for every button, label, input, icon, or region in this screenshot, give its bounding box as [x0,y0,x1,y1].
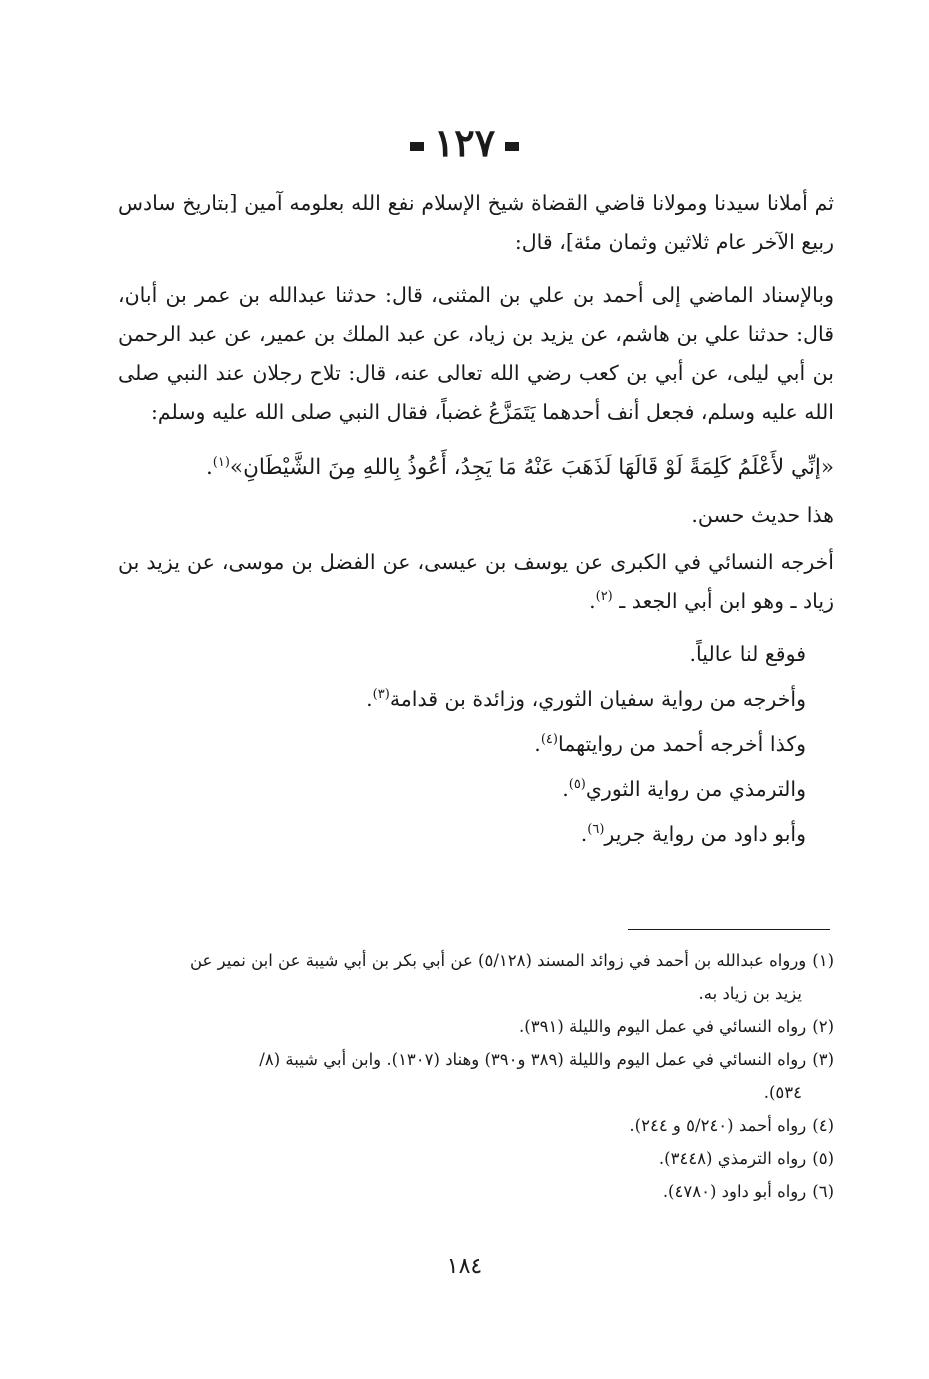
footnote-text: رواه النسائي في عمل اليوم والليلة (٣٨٩ و٣٩٠) وهناد (١٣٠٧). وابن أبي شيبة (٨/ [259,1050,807,1069]
paragraph-abudawud [118,815,834,854]
paragraph-isnad: وبالإسناد الماضي إلى أحمد بن علي بن المثنى، قال: حدثنا عبدالله بن عمر بن أبان، قال: حدثنا علي بن هاشم، عن يزيد بن زياد، عن عبد الملك بن عمير، عن عبد الرحمن بن أبي ليلى، عن أبي بن كعب رضي الله تعالى عنه، قال: تلاح رجلان عند النبي صلى الله عليه وسلم، فجعل أنف أحدهما يَتَمَزَّعُ غضباً، فقال النبي صلى الله عليه وسلم: [118,283,834,424]
paragraph-tirmidhi-text: والترمذي من رواية الثوري [585,777,806,801]
paragraph-sufyan-end: . [366,687,373,711]
paragraph-ali: فوقع لنا عالياً. [689,642,806,666]
paragraph-ahmad-text: وكذا أخرجه أحمد من روايتهما [557,732,806,756]
footnote-continuation: ٥٣٤). [763,1083,802,1102]
hadith-quote: «إنِّي لأَعْلَمُ كَلِمَةً لَوْ قَالَهَا لَذَهَبَ عَنْهُ مَا يَجِدُ، أَعُوذُ بِاللهِ مِنَ الشَّيْطَانِ» [229,455,834,480]
footnote-text: رواه الترمذي (٣٤٤٨). [658,1149,807,1168]
footnote-continuation: يزيد بن زياد به. [698,984,802,1003]
footnote-marker-5: (٥) [568,777,586,793]
heading-dash-left [410,142,424,151]
paragraph-sufyan-text: وأخرجه من رواية سفيان الثوري، وزائدة بن قدامة [389,687,806,711]
footnote-6 [110,1175,834,1208]
footnote-marker-6: (٦) [587,822,605,838]
footnote-number: (١) [812,951,834,970]
paragraph-ahmad-end: . [534,732,541,756]
footnote-marker-3: (٣) [372,687,390,703]
footnote-marker-4: (٤) [540,732,558,748]
paragraph-nasai [118,543,834,621]
footnote-number: (٦) [812,1182,834,1201]
paragraph-tirmidhi [118,770,834,809]
footnote-marker-1: (١) [212,454,230,470]
heading-dash-right [505,142,519,151]
footnote-text: رواه أبو داود (٤٧٨٠). [662,1182,807,1201]
page-number: ١٨٤ [446,1254,483,1279]
footnote-text: رواه النسائي في عمل اليوم والليلة (٣٩١). [519,1017,807,1036]
footnote-number: (٢) [812,1017,834,1036]
paragraph-nasai-end: . [589,589,596,613]
paragraph-abudawud-end: . [580,822,588,846]
footnote-text: رواه أحمد (٥/٢٤٠ و ٢٤٤). [629,1116,807,1135]
footnote-marker-2: (٢) [595,589,613,605]
paragraph-intro: ثم أملانا سيدنا ومولانا قاضي القضاة شيخ الإسلام نفع الله بعلومه آمين [بتاريخ سادس ربيع الآخر عام ثلاثين وثمان مئة]، قال: [118,191,834,254]
paragraph-abudawud-text: وأبو داود من رواية جرير [604,822,806,846]
footnotes [110,944,834,1208]
footnote-5 [110,1142,834,1175]
footnote-divider [628,929,830,930]
paragraph-nasai-text: أخرجه النسائي في الكبرى عن يوسف بن عيسى، عن الفضل بن موسى، عن يزيد بن زياد ـ وهو ابن أبي الجعد ـ [118,550,834,613]
footnote-number: (٣) [812,1050,834,1069]
footnote-3 [110,1043,834,1109]
footnote-2 [110,1010,834,1043]
paragraph-sufyan [118,680,834,719]
section-number-heading [0,118,929,168]
footnote-text: ورواه عبدالله بن أحمد في زوائد المسند (٥/١٢٨) عن أبي بكر بن أبي شيبة عن ابن نمير عن [189,951,807,970]
footnote-1 [110,944,834,1010]
section-number: ١٢٧ [433,120,496,165]
paragraph-ahmad [118,725,834,764]
paragraph-grading: هذا حديث حسن. [691,503,834,527]
footnote-4 [110,1109,834,1142]
footnote-number: (٤) [812,1116,834,1135]
hadith-end: . [205,455,213,480]
paragraph-tirmidhi-end: . [562,777,569,801]
main-text [118,184,834,860]
hadith-text [118,446,834,490]
footnote-number: (٥) [812,1149,834,1168]
